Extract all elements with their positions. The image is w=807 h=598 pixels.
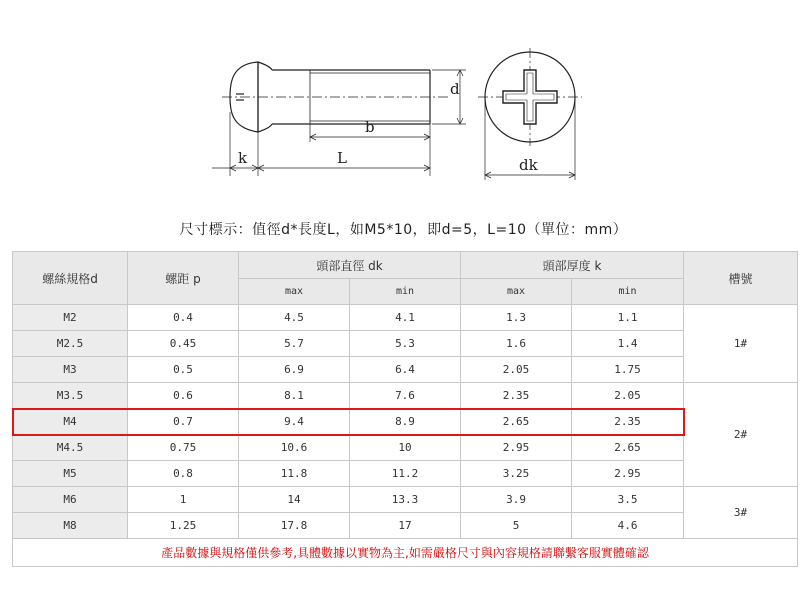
header-head-diameter: 頭部直徑 dk bbox=[239, 252, 461, 279]
cell-size: M4.5 bbox=[13, 435, 128, 461]
header-head-thickness: 頭部厚度 k bbox=[461, 252, 684, 279]
cell-pitch: 1 bbox=[128, 487, 239, 513]
header-dk-max: max bbox=[239, 279, 350, 305]
cell-pitch: 0.4 bbox=[128, 305, 239, 331]
cell-k-min: 1.75 bbox=[572, 357, 684, 383]
header-dk-min: min bbox=[350, 279, 461, 305]
cell-dk-max: 17.8 bbox=[239, 513, 350, 539]
table-row bbox=[13, 357, 798, 383]
cell-dk-min: 4.1 bbox=[350, 305, 461, 331]
dim-label-b: b bbox=[365, 118, 375, 136]
cell-k-min: 4.6 bbox=[572, 513, 684, 539]
cell-size: M2.5 bbox=[13, 331, 128, 357]
cell-dk-min: 6.4 bbox=[350, 357, 461, 383]
table-row bbox=[13, 331, 798, 357]
dimension-caption: 尺寸標示：值徑d*長度L，如M5*10，即d=5，L=10（單位：mm） bbox=[179, 222, 628, 238]
cell-dk-max: 8.1 bbox=[239, 383, 350, 409]
disclaimer-note: 產品數據與規格僅供參考,具體數據以實物為主,如需嚴格尺寸與內容規格請聯繫客服實體確認 bbox=[13, 539, 798, 567]
cell-size: M4 bbox=[13, 409, 128, 435]
table-row bbox=[13, 513, 798, 539]
header-k-max: max bbox=[461, 279, 572, 305]
cell-pitch: 0.8 bbox=[128, 461, 239, 487]
cell-dk-min: 17 bbox=[350, 513, 461, 539]
header-size: 螺絲規格d bbox=[13, 252, 128, 305]
cell-k-min: 1.1 bbox=[572, 305, 684, 331]
table-row bbox=[13, 305, 798, 331]
cell-pitch: 0.75 bbox=[128, 435, 239, 461]
cell-k-min: 1.4 bbox=[572, 331, 684, 357]
cell-k-max: 2.35 bbox=[461, 383, 572, 409]
cell-pitch: 0.7 bbox=[128, 409, 239, 435]
cell-k-max: 5 bbox=[461, 513, 572, 539]
cell-k-min: 2.05 bbox=[572, 383, 684, 409]
cell-k-max: 2.05 bbox=[461, 357, 572, 383]
cell-pitch: 1.25 bbox=[128, 513, 239, 539]
dim-label-k: k bbox=[238, 149, 248, 167]
dim-label-L: L bbox=[337, 149, 347, 167]
cell-pitch: 0.45 bbox=[128, 331, 239, 357]
cell-dk-max: 14 bbox=[239, 487, 350, 513]
cell-k-min: 2.65 bbox=[572, 435, 684, 461]
cell-k-max: 2.65 bbox=[461, 409, 572, 435]
cell-dk-max: 4.5 bbox=[239, 305, 350, 331]
cell-k-max: 1.6 bbox=[461, 331, 572, 357]
table-row bbox=[13, 435, 798, 461]
table-row bbox=[13, 383, 798, 409]
cell-slot: 2# bbox=[684, 383, 798, 487]
cell-k-min: 3.5 bbox=[572, 487, 684, 513]
cell-slot: 3# bbox=[684, 487, 798, 539]
cell-size: M3.5 bbox=[13, 383, 128, 409]
header-k-min: min bbox=[572, 279, 684, 305]
cell-dk-max: 6.9 bbox=[239, 357, 350, 383]
cell-dk-max: 9.4 bbox=[239, 409, 350, 435]
dim-label-dk: dk bbox=[519, 156, 538, 174]
cell-dk-max: 11.8 bbox=[239, 461, 350, 487]
cell-size: M5 bbox=[13, 461, 128, 487]
spec-table bbox=[12, 251, 798, 567]
cell-pitch: 0.6 bbox=[128, 383, 239, 409]
dim-label-d: d bbox=[450, 80, 460, 98]
header-pitch: 螺距 p bbox=[128, 252, 239, 305]
cell-k-max: 2.95 bbox=[461, 435, 572, 461]
cell-dk-min: 13.3 bbox=[350, 487, 461, 513]
cell-dk-min: 7.6 bbox=[350, 383, 461, 409]
cell-k-max: 1.3 bbox=[461, 305, 572, 331]
cell-size: M8 bbox=[13, 513, 128, 539]
screw-technical-drawing bbox=[0, 0, 807, 200]
cell-dk-min: 11.2 bbox=[350, 461, 461, 487]
cell-dk-min: 8.9 bbox=[350, 409, 461, 435]
table-row bbox=[13, 487, 798, 513]
table-row-highlighted bbox=[13, 409, 798, 435]
table-row bbox=[13, 461, 798, 487]
cell-size: M3 bbox=[13, 357, 128, 383]
cell-dk-min: 10 bbox=[350, 435, 461, 461]
cell-k-max: 3.9 bbox=[461, 487, 572, 513]
cell-size: M2 bbox=[13, 305, 128, 331]
cell-pitch: 0.5 bbox=[128, 357, 239, 383]
header-slot: 槽號 bbox=[684, 252, 798, 305]
cell-k-max: 3.25 bbox=[461, 461, 572, 487]
cell-k-min: 2.35 bbox=[572, 409, 684, 435]
cell-dk-min: 5.3 bbox=[350, 331, 461, 357]
cell-dk-max: 10.6 bbox=[239, 435, 350, 461]
cell-slot: 1# bbox=[684, 305, 798, 383]
cell-dk-max: 5.7 bbox=[239, 331, 350, 357]
cell-size: M6 bbox=[13, 487, 128, 513]
cell-k-min: 2.95 bbox=[572, 461, 684, 487]
